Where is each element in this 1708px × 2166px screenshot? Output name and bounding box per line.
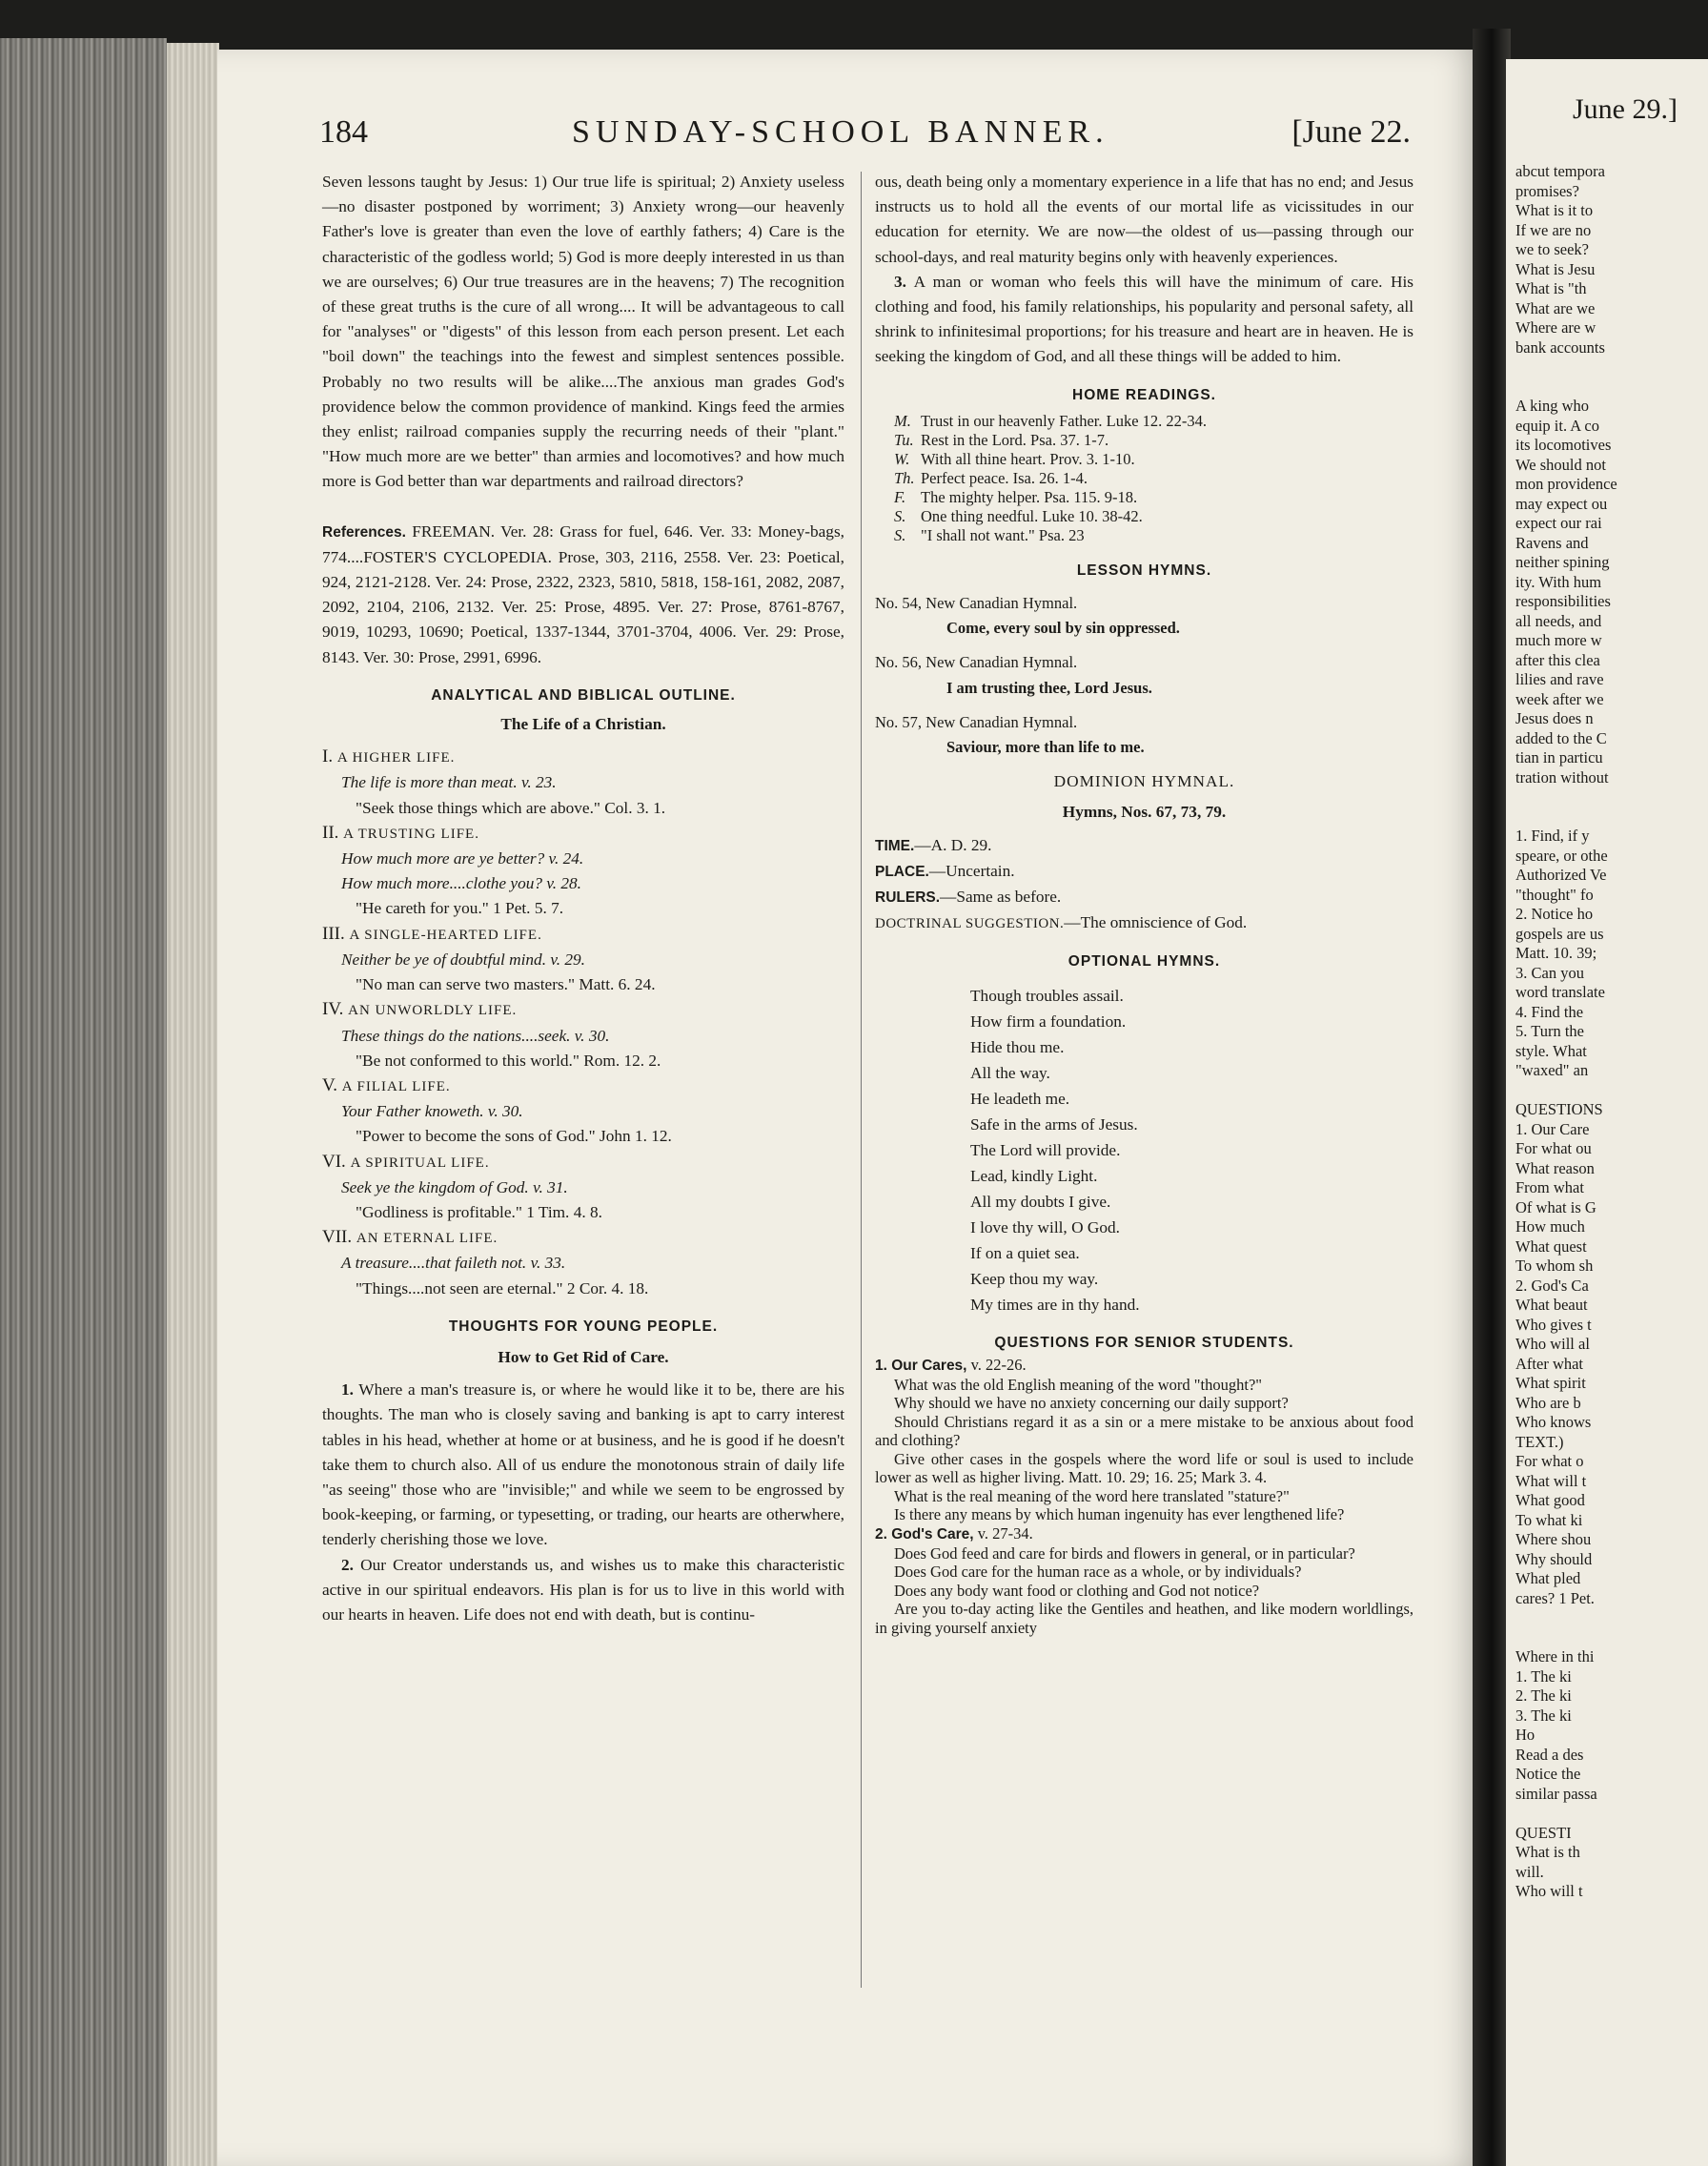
facing-page-line: ity. With hum bbox=[1515, 572, 1602, 591]
facing-page-line: bank accounts bbox=[1515, 337, 1605, 357]
outline-point: These things do the nations....seek. v. 30. bbox=[341, 1026, 610, 1045]
facing-page-line: QUESTI bbox=[1515, 1823, 1572, 1842]
page-facing bbox=[1506, 59, 1708, 2166]
facing-page-line: What will t bbox=[1515, 1471, 1587, 1490]
outline-scripture: "Things....not seen are eternal." 2 Cor. 4. 18. bbox=[356, 1278, 649, 1298]
outline-scripture: "Be not conformed to this world." Rom. 12. 2. bbox=[356, 1051, 661, 1070]
facing-page-line: Where in thi bbox=[1515, 1647, 1595, 1665]
facing-page-line: What spirit bbox=[1515, 1374, 1586, 1392]
facing-page-line: What beaut bbox=[1515, 1296, 1588, 1314]
facing-page-line: equip it. A co bbox=[1515, 416, 1599, 435]
facing-page-line: Who gives t bbox=[1515, 1315, 1592, 1334]
facing-page-line: its locomotives bbox=[1515, 436, 1612, 454]
optional-hymn: How firm a foundation. bbox=[970, 1011, 1127, 1031]
running-title: SUNDAY-SCHOOL BANNER. bbox=[572, 114, 1109, 150]
page-header bbox=[319, 114, 1411, 162]
home-reading-text: With all thine heart. Prov. 3. 1-10. bbox=[921, 449, 1135, 468]
facing-page-line: If we are no bbox=[1515, 220, 1592, 239]
thought-paragraph-2-continued: ous, death being only a momentary experience in a life that has no end; and Jesus instructs us to hold all the events of our mortal life as vicissitudes in our education for eternity. We are now—the oldest of us—passing through our school-days, and real maturity begins only with heavenly experiences. bbox=[875, 173, 1413, 266]
facing-page-line: 3. The ki bbox=[1515, 1706, 1572, 1725]
outline-scripture: "Power to become the sons of God." John 1. 12. bbox=[356, 1127, 672, 1146]
facing-page-line: all needs, and bbox=[1515, 611, 1602, 630]
facing-page-line bbox=[1506, 358, 1617, 378]
facing-page-line: tration without bbox=[1515, 767, 1609, 787]
lesson-hymns-title: LESSON HYMNS. bbox=[1076, 562, 1212, 579]
facing-page-line: similar passa bbox=[1515, 1784, 1597, 1803]
home-reading-text: "I shall not want." Psa. 23 bbox=[921, 525, 1085, 544]
home-reading-text: Trust in our heavenly Father. Luke 12. 22-34. bbox=[921, 411, 1208, 430]
home-reading-day: M. bbox=[894, 411, 911, 430]
facing-page-line: "waxed" an bbox=[1515, 1061, 1589, 1079]
facing-page-line: Where shou bbox=[1515, 1530, 1592, 1548]
facing-page-line: 1. The ki bbox=[1515, 1666, 1572, 1686]
thoughts-subtitle: How to Get Rid of Care. bbox=[498, 1347, 669, 1366]
outline-numeral: IV. bbox=[322, 999, 344, 1020]
outline-heading bbox=[322, 1073, 844, 1099]
facing-page-line: To what ki bbox=[1515, 1510, 1583, 1529]
outline-heading-text: A HIGHER LIFE. bbox=[336, 750, 456, 766]
optional-hymn: Safe in the arms of Jesus. bbox=[970, 1114, 1138, 1134]
home-reading-day: W. bbox=[894, 449, 910, 468]
question-item: Give other cases in the gospels where the word life or soul is used to include lower as well as higher living. Matt. 10. 29; 16. 25; Mark 3. 4. bbox=[875, 1449, 1413, 1487]
facing-page-line: What is th bbox=[1515, 1843, 1580, 1861]
thought-paragraph-1: 1. Where a man's treasure is, or where he would like it to be, there are his thoughts. The man who is closely saving and banking is apt to carry interest tables in his head, whether at home or at business, and he is good if he doesn't take them to church also. All of us endure the monotonous strain of daily life "as seeing" those who are "invisible;" and while we seem to be engrossed by book-keeping, or farming, or typesetting, or trading, our hearts are otherwhere, tenderly cherishing those we love. bbox=[322, 1380, 844, 1549]
home-reading-day: S. bbox=[894, 525, 906, 544]
outline-numeral: V. bbox=[322, 1074, 338, 1095]
questions-our-cares bbox=[875, 1376, 1413, 1524]
question-item: Is there any means by which human ingenuity has ever lengthened life? bbox=[894, 1505, 1345, 1524]
facing-page-line: much more w bbox=[1515, 631, 1602, 649]
column-rule bbox=[861, 172, 862, 1988]
facing-page-line: after this clea bbox=[1515, 650, 1600, 669]
home-reading-day: S. bbox=[894, 506, 906, 525]
outline-point: Your Father knoweth. v. 30. bbox=[341, 1102, 523, 1121]
facing-page-line: 1. Our Care bbox=[1515, 1119, 1590, 1138]
outline-heading-text: A FILIAL LIFE. bbox=[341, 1078, 451, 1094]
facing-page-line: Notice the bbox=[1515, 1765, 1581, 1783]
facing-page-line: responsibilities bbox=[1515, 592, 1611, 610]
facing-page-line: mon providence bbox=[1515, 475, 1617, 493]
home-reading-row bbox=[875, 412, 1413, 431]
outline-point: How much more....clothe you? v. 28. bbox=[341, 874, 581, 893]
optional-hymns-list bbox=[875, 983, 1413, 1318]
facing-page-line: Of what is G bbox=[1515, 1197, 1596, 1216]
questions-title: QUESTIONS FOR SENIOR STUDENTS. bbox=[994, 1334, 1294, 1351]
outline-heading-text: AN ETERNAL LIFE. bbox=[356, 1231, 498, 1247]
left-column bbox=[322, 170, 844, 1627]
outline-heading-text: AN UNWORLDLY LIFE. bbox=[348, 1003, 518, 1019]
thoughts-title: THOUGHTS FOR YOUNG PEOPLE. bbox=[448, 1318, 719, 1335]
facing-page-line: Who will t bbox=[1515, 1882, 1583, 1900]
facing-page-line: TEXT.) bbox=[1515, 1432, 1564, 1451]
facing-page-line: gospels are us bbox=[1515, 924, 1604, 943]
facing-page-line: neither spining bbox=[1515, 553, 1610, 571]
book-edge-left bbox=[0, 38, 167, 2166]
outline-point: Seek ye the kingdom of God. v. 31. bbox=[341, 1177, 568, 1196]
home-reading-text: One thing needful. Luke 10. 38-42. bbox=[921, 506, 1143, 525]
facing-page-line: Authorized Ve bbox=[1515, 866, 1607, 884]
outline-heading bbox=[322, 821, 844, 847]
question-item: What is the real meaning of the word here translated "stature?" bbox=[894, 1486, 1290, 1505]
facing-page-line bbox=[1506, 1608, 1617, 1628]
doctrinal-line: DOCTRINAL SUGGESTION.—The omniscience of God. bbox=[875, 913, 1248, 932]
facing-page-line: To whom sh bbox=[1515, 1257, 1594, 1275]
home-reading-row bbox=[875, 450, 1413, 469]
place-line: PLACE.—Uncertain. bbox=[875, 861, 1015, 880]
references bbox=[322, 520, 844, 670]
home-reading-day: Tu. bbox=[894, 430, 914, 449]
lesson-hymn-first-line: I am trusting thee, Lord Jesus. bbox=[946, 678, 1152, 697]
facing-page-line: 2. Notice ho bbox=[1515, 905, 1594, 923]
facing-page-line: What is Jesu bbox=[1515, 259, 1596, 278]
facing-page-line bbox=[1506, 1081, 1617, 1101]
facing-page-line: 5. Turn the bbox=[1515, 1022, 1584, 1040]
facing-page-line: Read a des bbox=[1515, 1745, 1584, 1764]
thought-paragraph-3: 3. A man or woman who feels this will have the minimum of care. His clothing and food, his family relationships, his popularity and personal safety, all shrink to infinitesimal proportions; for his treasure and heart are in heaven. He is seeking the kingdom of God, and all these things will be added to him. bbox=[875, 272, 1413, 366]
time-line: TIME.—A. D. 29. bbox=[875, 835, 992, 854]
outline-numeral: II. bbox=[322, 822, 339, 843]
facing-page-line: From what bbox=[1515, 1178, 1584, 1196]
outline-list bbox=[322, 745, 844, 1300]
question-item: Why should we have no anxiety concerning our daily support? bbox=[894, 1394, 1289, 1413]
facing-page-line: What is "th bbox=[1515, 279, 1587, 297]
facing-page-line: 4. Find the bbox=[1515, 1002, 1584, 1021]
home-reading-row bbox=[875, 431, 1413, 450]
home-reading-text: The mighty helper. Psa. 115. 9-18. bbox=[921, 487, 1138, 506]
outline-point: A treasure....that faileth not. v. 33. bbox=[341, 1254, 566, 1273]
facing-page-line bbox=[1506, 1628, 1617, 1648]
facing-page-line: will. bbox=[1515, 1862, 1544, 1881]
intro-paragraph: Seven lessons taught by Jesus: 1) Our true life is spiritual; 2) Anxiety useless—no disaster postponed by worriment; 3) Anxiety wrong—our heavenly Father's love is greater than even the love of earthly fathers; 4) Care is the characteristic of the godless world; 5) God is more deeply interested in us than we are ourselves; 6) Our true treasures are in the heavens; 7) The recognition of these great truths is the cure of all wrong.... It will be advantageous to call for "analyses" or "digests" of this lesson from each person present. Let each "boil down" the teachings into the fewest and simplest sentences possible. Probably no two results will be alike....The anxious man grades God's providence below the common providence of mankind. Kings feed the armies they enlist; railroad companies supply the recurring needs of their "plant." "How much more are we better" than armies and locomotives? and how much more is God better than war departments and railroad directors? bbox=[322, 173, 844, 491]
facing-page-line: After what bbox=[1515, 1354, 1584, 1373]
lesson-hymn-number: No. 57, New Canadian Hymnal. bbox=[875, 712, 1078, 731]
q1-heading: 1. Our Cares, v. 22-26. bbox=[875, 1355, 1027, 1374]
optional-hymn: The Lord will provide. bbox=[970, 1140, 1121, 1159]
facing-page-line bbox=[1506, 807, 1617, 828]
questions-gods-care bbox=[875, 1544, 1413, 1638]
facing-page-line: What are we bbox=[1515, 298, 1596, 317]
home-readings-list bbox=[875, 412, 1413, 545]
facing-page-line bbox=[1506, 1804, 1617, 1824]
question-item: What was the old English meaning of the word "thought?" bbox=[894, 1375, 1263, 1394]
facing-page-line: expect our rai bbox=[1515, 514, 1602, 532]
q2-heading: 2. God's Care, v. 27-34. bbox=[875, 1523, 1033, 1543]
home-reading-row bbox=[875, 507, 1413, 526]
outline-heading-text: A TRUSTING LIFE. bbox=[343, 826, 479, 842]
outline-scripture: "He careth for you." 1 Pet. 5. 7. bbox=[356, 899, 564, 918]
book-gutter bbox=[1473, 29, 1511, 2166]
home-reading-text: Rest in the Lord. Psa. 37. 1-7. bbox=[921, 430, 1109, 449]
outline-heading bbox=[322, 997, 844, 1023]
facing-page-line: Ho bbox=[1515, 1726, 1535, 1744]
facing-page-line: Who knows bbox=[1515, 1413, 1592, 1431]
home-reading-text: Perfect peace. Isa. 26. 1-4. bbox=[921, 468, 1088, 487]
facing-page-line: Who will al bbox=[1515, 1335, 1590, 1353]
question-item: Does God care for the human race as a whole, or by individuals? bbox=[894, 1563, 1302, 1582]
outline-scripture: "No man can serve two masters." Matt. 6. 24. bbox=[356, 975, 656, 994]
home-reading-row bbox=[875, 488, 1413, 507]
optional-hymn: Lead, kindly Light. bbox=[970, 1166, 1098, 1185]
facing-page-line bbox=[1506, 787, 1617, 807]
facing-page-line: 3. Can you bbox=[1515, 963, 1584, 982]
lesson-hymn-number: No. 56, New Canadian Hymnal. bbox=[875, 653, 1078, 672]
home-reading-row bbox=[875, 526, 1413, 545]
outline-heading bbox=[322, 1150, 844, 1175]
optional-hymn: Though troubles assail. bbox=[970, 986, 1124, 1005]
lesson-hymns-list bbox=[875, 591, 1413, 760]
facing-page-line: cares? 1 Pet. bbox=[1515, 1588, 1595, 1607]
facing-page-line: What quest bbox=[1515, 1236, 1587, 1256]
outline-numeral: VII. bbox=[322, 1227, 353, 1248]
home-reading-day: F. bbox=[894, 487, 906, 506]
outline-point: How much more are ye better? v. 24. bbox=[341, 849, 584, 868]
facing-page-line: abcut tempora bbox=[1515, 162, 1605, 180]
optional-hymn: Hide thou me. bbox=[970, 1037, 1065, 1056]
dominion-hymns: Hymns, Nos. 67, 73, 79. bbox=[1062, 803, 1227, 822]
facing-page-line: added to the C bbox=[1515, 728, 1607, 747]
outline-numeral: VI. bbox=[322, 1151, 346, 1172]
facing-page-date: June 29.] bbox=[1573, 93, 1678, 125]
outline-scripture: "Godliness is profitable." 1 Tim. 4. 8. bbox=[356, 1202, 602, 1221]
outline-heading bbox=[322, 922, 844, 948]
facing-page-line: promises? bbox=[1515, 181, 1579, 200]
dominion-hymnal-title: DOMINION HYMNAL. bbox=[1053, 772, 1235, 791]
references-text: FREEMAN. Ver. 28: Grass for fuel, 646. Ver. 33: Money-bags, 774....FOSTER'S CYCLOPEDIA. Prose, 303, 2116, 2558. Ver. 23: Poetical, 924, 2121-2128. Ver. 24: Prose, 2322, 2323, 5810, 5818, 158-161, 2082, 2087, 2092, 2104, 2106, 2132. Ver. 25: Prose, 4895. Ver. 27: Prose, 8761-8767, 9019, 10293, 10690; Poetical, 1337-1344, 3701-3704, 4006. Ver. 29: Prose, 8143. Ver. 30: Prose, 2991, 6996. bbox=[322, 521, 844, 666]
facing-page-line: What reason bbox=[1515, 1158, 1595, 1177]
lesson-hymn-first-line: Saviour, more than life to me. bbox=[946, 738, 1145, 757]
facing-page-line: Where are w bbox=[1515, 318, 1596, 337]
outline-heading bbox=[322, 1225, 844, 1251]
facing-page-line: QUESTIONS bbox=[1515, 1100, 1603, 1118]
home-readings-title: HOME READINGS. bbox=[1072, 386, 1216, 403]
page-number: 184 bbox=[319, 114, 368, 150]
facing-page-line: For what o bbox=[1515, 1452, 1584, 1470]
outline-heading bbox=[322, 745, 844, 770]
question-item: Should Christians regard it as a sin or a mere mistake to be anxious about food and clothing? bbox=[875, 1412, 1413, 1450]
facing-page-line bbox=[1506, 378, 1617, 398]
outline-heading-text: A SINGLE-HEARTED LIFE. bbox=[349, 927, 542, 943]
outline-point: The life is more than meat. v. 23. bbox=[341, 773, 557, 792]
rulers-line: RULERS.—Same as before. bbox=[875, 888, 1062, 907]
facing-page-line: 1. Find, if y bbox=[1515, 827, 1590, 845]
facing-page-line: Jesus does n bbox=[1515, 709, 1594, 727]
facing-page-line: Why should bbox=[1515, 1549, 1593, 1568]
facing-page-line: 2. The ki bbox=[1515, 1686, 1572, 1705]
home-reading-row bbox=[875, 469, 1413, 488]
facing-page-line: may expect ou bbox=[1515, 494, 1608, 513]
facing-page-line: tian in particu bbox=[1515, 748, 1603, 766]
question-item: Does any body want food or clothing and God not notice? bbox=[894, 1581, 1260, 1600]
references-label: References. bbox=[322, 523, 406, 541]
lesson-hymn-number: No. 54, New Canadian Hymnal. bbox=[875, 594, 1078, 613]
optional-hymn: All my doubts I give. bbox=[970, 1192, 1111, 1211]
facing-page-line: lilies and rave bbox=[1515, 670, 1604, 688]
outline-scripture: "Seek those things which are above." Col. 3. 1. bbox=[356, 798, 666, 817]
outline-title: ANALYTICAL AND BIBLICAL OUTLINE. bbox=[431, 686, 736, 704]
question-item: Are you to-day acting like the Gentiles and heathen, and like modern worldlings, in giving yourself anxiety bbox=[875, 1600, 1413, 1637]
thought-paragraph-2: 2. Our Creator understands us, and wishes us to make this characteristic active in our spiritual endeavors. His plan is for us to live in this world with our hearts in heaven. Life does not end with death, but is continu- bbox=[322, 1555, 844, 1624]
optional-hymn: If on a quiet sea. bbox=[970, 1243, 1080, 1262]
facing-page-line: "thought" fo bbox=[1515, 885, 1594, 904]
facing-page-line: A king who bbox=[1515, 397, 1590, 415]
facing-page-line: We should not bbox=[1515, 455, 1606, 474]
facing-page-line: What good bbox=[1515, 1491, 1585, 1509]
question-item: Does God feed and care for birds and flowers in general, or in particular? bbox=[894, 1543, 1355, 1563]
facing-page-line: What pled bbox=[1515, 1569, 1581, 1587]
facing-page-line: Matt. 10. 39; bbox=[1515, 944, 1597, 962]
facing-page-line: word translate bbox=[1515, 983, 1605, 1001]
page-edges bbox=[167, 43, 219, 2166]
optional-hymns-title: OPTIONAL HYMNS. bbox=[1068, 953, 1221, 971]
facing-page-text bbox=[1506, 162, 1617, 1902]
optional-hymn: He leadeth me. bbox=[970, 1089, 1070, 1108]
outline-subtitle: The Life of a Christian. bbox=[500, 715, 666, 734]
home-reading-day: Th. bbox=[894, 468, 915, 487]
outline-numeral: I. bbox=[322, 746, 334, 767]
facing-page-line: we to seek? bbox=[1515, 240, 1589, 258]
facing-page-line: style. What bbox=[1515, 1041, 1587, 1060]
facing-page-line: For what ou bbox=[1515, 1139, 1592, 1157]
facing-page-line: speare, or othe bbox=[1515, 846, 1608, 865]
facing-page-line: Ravens and bbox=[1515, 533, 1589, 552]
optional-hymn: All the way. bbox=[970, 1063, 1050, 1082]
facing-page-line: 2. God's Ca bbox=[1515, 1276, 1589, 1295]
outline-numeral: III. bbox=[322, 923, 345, 944]
lesson-hymn-first-line: Come, every soul by sin oppressed. bbox=[946, 619, 1180, 638]
optional-hymn: My times are in thy hand. bbox=[970, 1295, 1140, 1314]
facing-page-line: Who are b bbox=[1515, 1393, 1581, 1412]
facing-page-line: week after we bbox=[1515, 689, 1604, 708]
optional-hymn: I love thy will, O God. bbox=[970, 1217, 1120, 1236]
outline-heading-text: A SPIRITUAL LIFE. bbox=[350, 1155, 490, 1171]
optional-hymn: Keep thou my way. bbox=[970, 1269, 1099, 1288]
header-date: [June 22. bbox=[1291, 114, 1411, 150]
outline-point: Neither be ye of doubtful mind. v. 29. bbox=[341, 950, 585, 969]
right-column bbox=[875, 170, 1413, 1637]
facing-page-line: How much bbox=[1515, 1217, 1585, 1236]
facing-page-line: What is it to bbox=[1515, 201, 1594, 219]
